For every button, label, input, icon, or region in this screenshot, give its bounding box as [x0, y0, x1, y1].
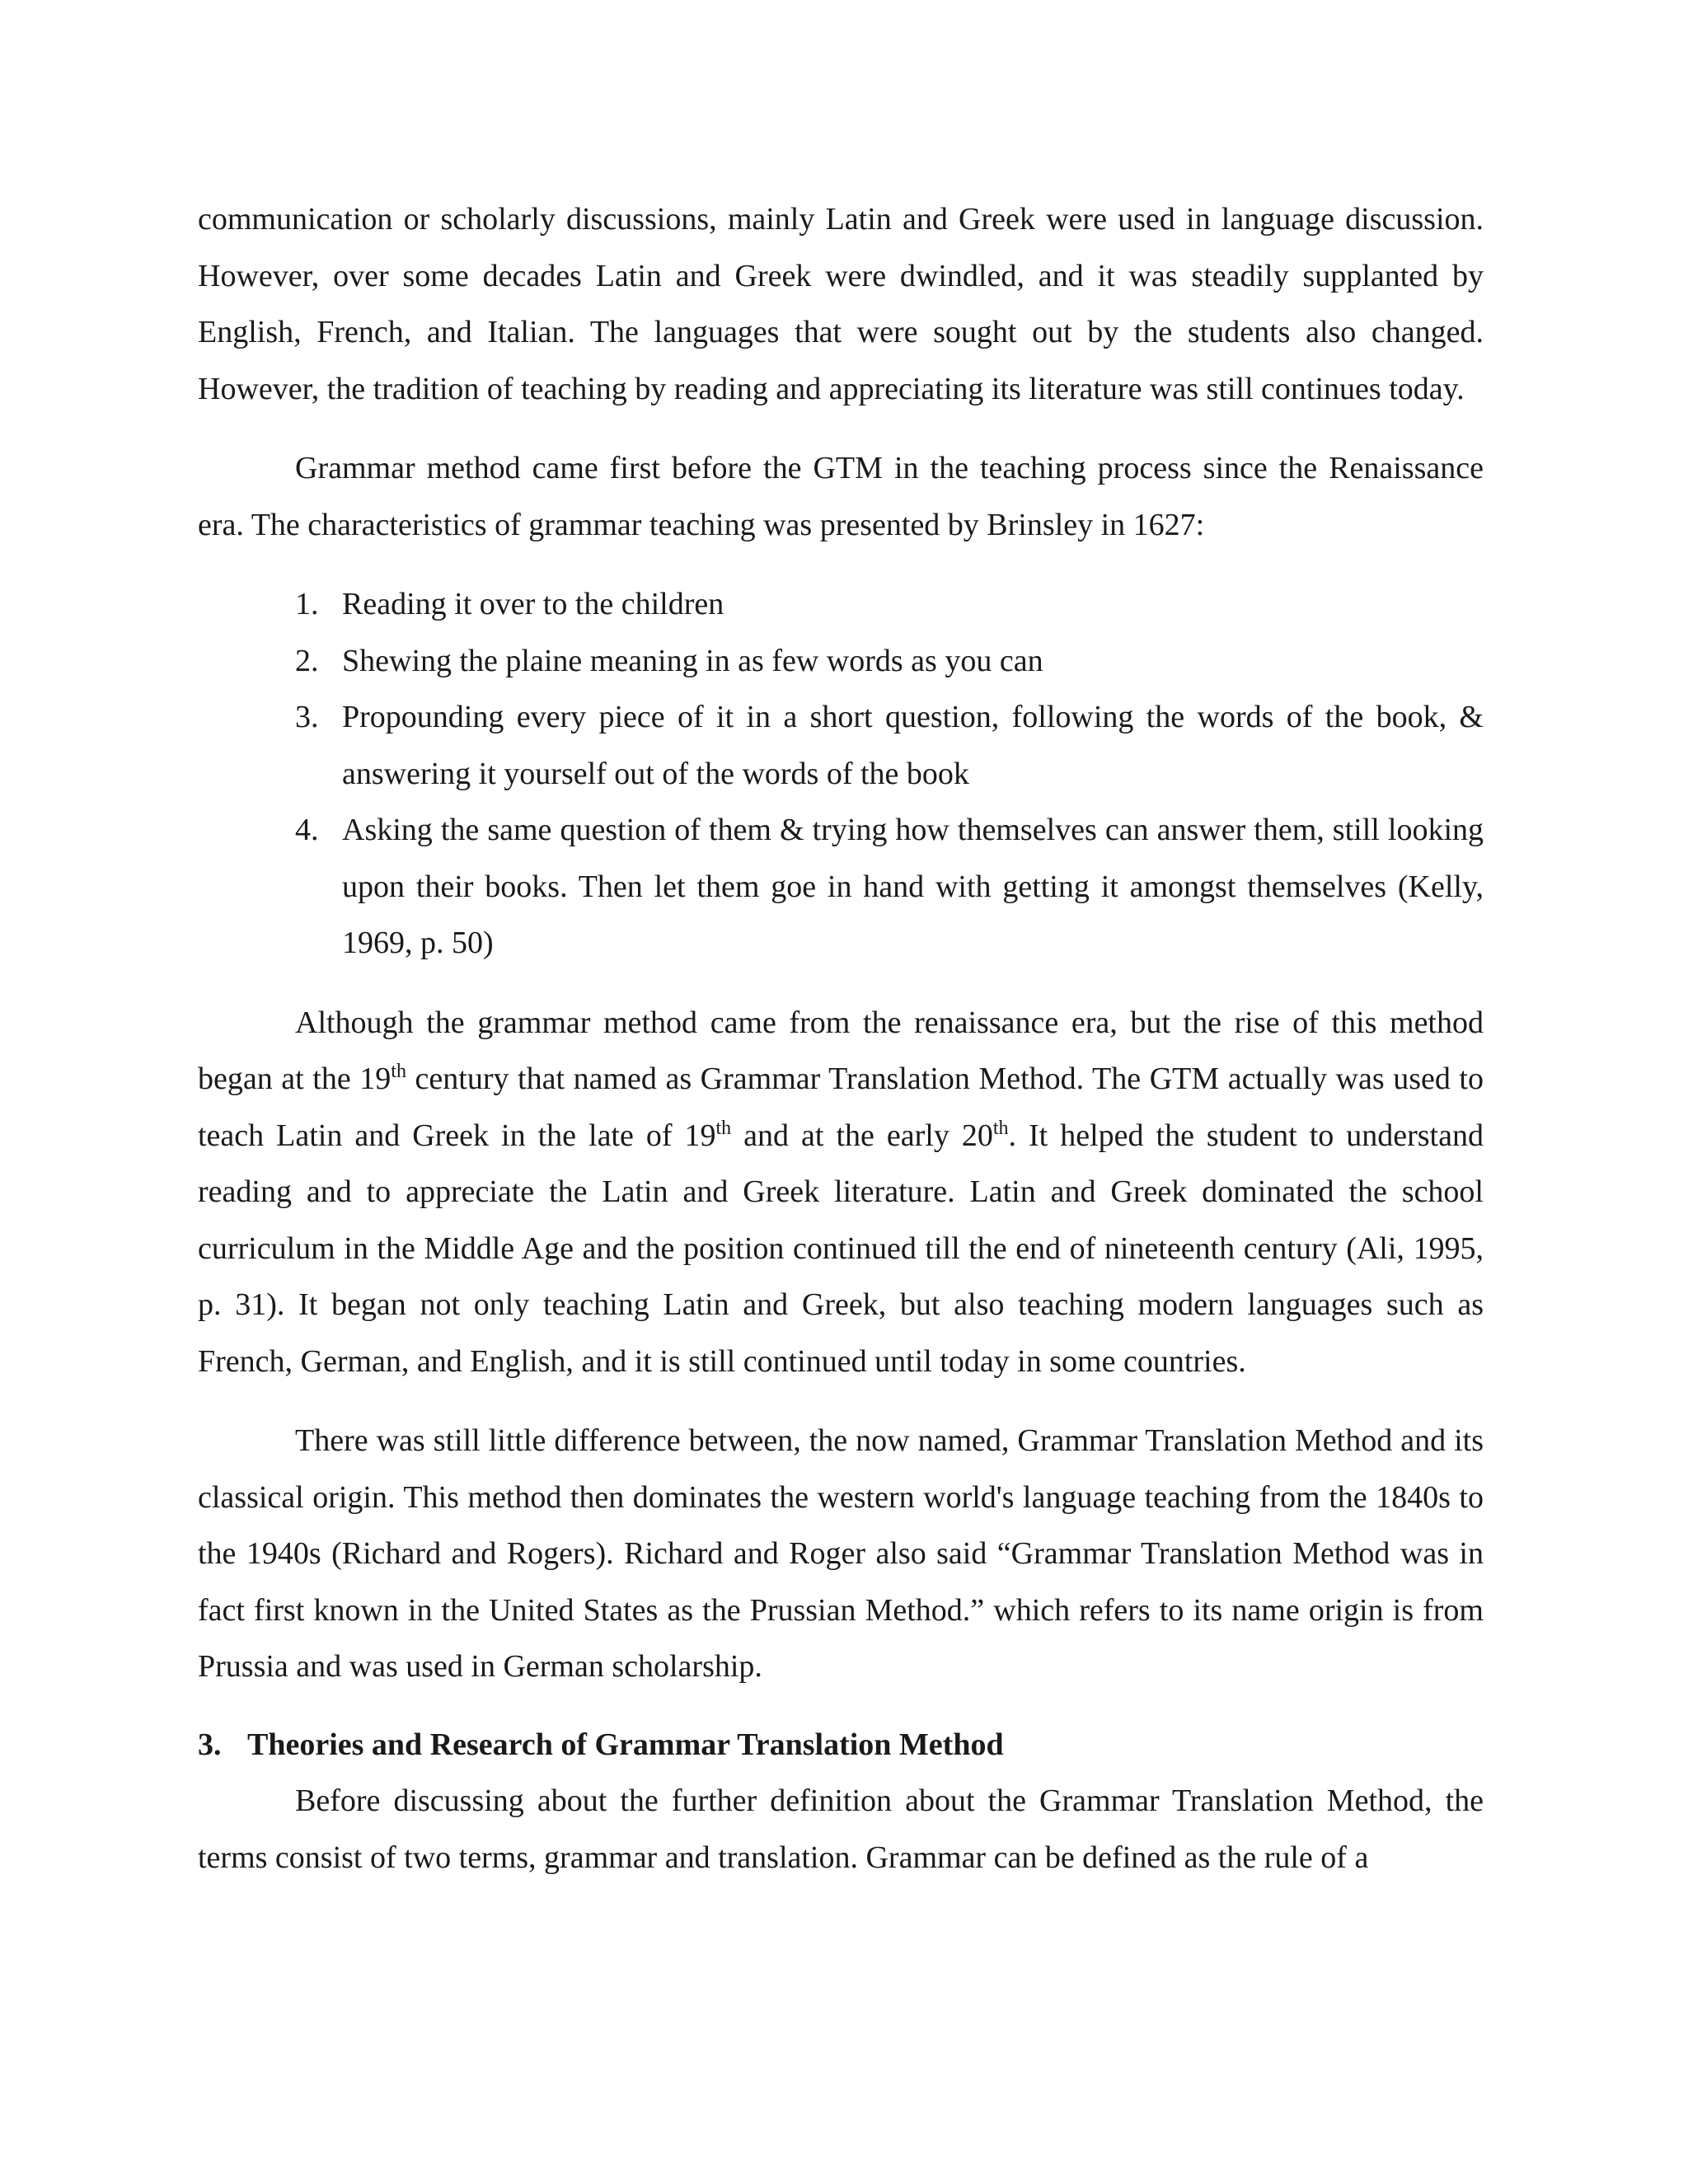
brinsley-list: [198, 576, 1484, 972]
list-item-number: 3.: [295, 700, 319, 734]
superscript: th: [715, 1117, 732, 1139]
text-run: . It helped the student to understand reading and to appreciate the Latin and Greek literature. Latin and Greek dominated the school curriculum in the Middle Age and the position continued till the end of nineteenth century (Ali, 1995, p. 31). It began not only teaching Latin and Greek, but also teaching modern languages such as French, German, and English, and it is still continued until today in some countries.: [198, 1118, 1484, 1379]
paragraph-definition: Before discussing about the further definition about the Grammar Translation Method, the terms consist of two terms, grammar and translation. Grammar can be defined as the rule of a: [198, 1783, 1484, 1875]
list-item-number: 1.: [295, 587, 319, 621]
list-item: [198, 689, 1484, 802]
list-item: [198, 576, 1484, 633]
section-heading-text: Theories and Research of Grammar Translation Method: [247, 1727, 1004, 1762]
list-item-text: Shewing the plaine meaning in as few words as you can: [342, 643, 1043, 678]
list-item: [198, 802, 1484, 972]
list-item: [198, 633, 1484, 690]
paragraph-classical-origin: There was still little difference between, the now named, Grammar Translation Method and its classical origin. This method then dominates the western world's language teaching from the 1840s to the 1940s (Richard and Rogers). Richard and Roger also said “Grammar Translation Method was in fact first known in the United States as the Prussian Method.” which refers to its name origin is from Prussia and was used in German scholarship.: [198, 1423, 1484, 1684]
paragraph-gtm-rise: [198, 995, 1484, 1390]
superscript: th: [992, 1117, 1009, 1139]
paragraph-continuation: communication or scholarly discussions, mainly Latin and Greek were used in language discussion. However, over some decades Latin and Greek were dwindled, and it was steadily supplanted by English, French, and Italian. The languages that were sought out by the students also changed. However, the tradition of teaching by reading and appreciating its literature was still continues today.: [198, 202, 1484, 406]
document-page: [198, 191, 1484, 1886]
list-item-text: Reading it over to the children: [342, 587, 724, 621]
text-run: century that named as Grammar Translation Method. The GTM actually was used to teach Latin and Greek in the late of 19: [198, 1062, 1484, 1153]
list-item-number: 4.: [295, 813, 319, 847]
list-item-text: Propounding every piece of it in a short question, following the words of the book, & answering it yourself out of the words of the book: [342, 700, 1484, 791]
section-heading: [198, 1717, 1484, 1774]
superscript: th: [391, 1061, 406, 1082]
section-heading-number: 3.: [198, 1727, 222, 1762]
text-run: and at the early 20: [731, 1118, 993, 1153]
list-item-number: 2.: [295, 643, 319, 678]
paragraph-grammar-method: Grammar method came first before the GTM in the teaching process since the Renaissance era. The characteristics of grammar teaching was presented by Brinsley in 1627:: [198, 451, 1484, 542]
list-item-text: Asking the same question of them & trying how themselves can answer them, still looking upon their books. Then let them goe in hand with getting it amongst themselves (Kelly, 1969, p. 50): [342, 813, 1484, 960]
text-run: Although the grammar method came from the renaissance era, but the rise of this method began at the 19: [198, 1005, 1484, 1096]
